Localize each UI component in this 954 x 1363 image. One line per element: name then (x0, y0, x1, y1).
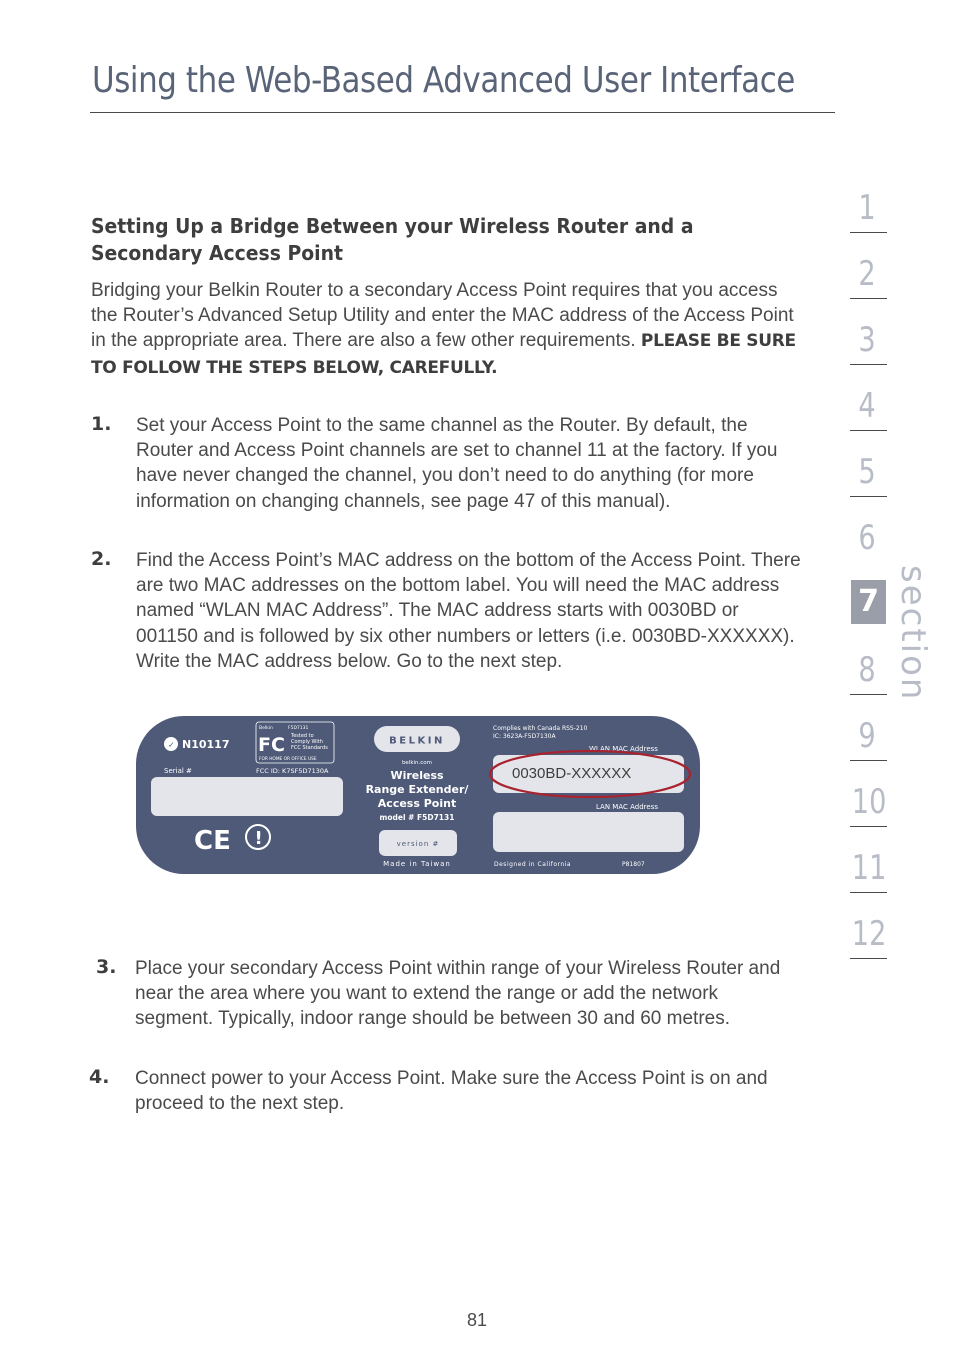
section-nav-item-5[interactable] (848, 448, 888, 514)
section-number: 12 (851, 914, 887, 954)
warning-glyph: ! (254, 828, 263, 849)
step-text: Set your Access Point to the same channel as the Router. By default, the Router and Access Point channels are set to channel 11 at the factory. If you have never changed the channel, you don’t need to do anything (for more information on changing channels, see page 47 of this manual). (136, 415, 778, 512)
nav-divider (850, 892, 887, 893)
fcc-tested-3: FCC Standards (291, 745, 328, 751)
fcc-id: FCC ID: K7SF5D7130A (256, 767, 329, 775)
wlan-mac-label: WLAN MAC Address (589, 745, 658, 753)
intro-emphasis: PLEASE BE SURE TO FOLLOW THE STEPS BELOW, CAREFULLY. (91, 331, 796, 378)
page-number: 81 (466, 1310, 488, 1330)
section-nav-item-9[interactable] (848, 712, 888, 778)
n-mark-glyph: ✓ (168, 740, 175, 750)
section-nav-item-6[interactable] (848, 514, 888, 580)
section-number: 3 (858, 320, 876, 360)
fcc-belkin: Belkin (259, 726, 273, 731)
serial-label: Serial # (164, 767, 192, 775)
section-number: 9 (858, 716, 876, 756)
product-line-3: Access Point (377, 797, 457, 810)
section-number: 2 (858, 254, 876, 294)
section-nav (848, 184, 888, 976)
section-nav-item-1[interactable] (848, 184, 888, 250)
subheading: Setting Up a Bridge Between your Wireless Router and a Secondary Access Point (91, 214, 694, 265)
section-number: 1 (858, 188, 876, 228)
canada-line-2: IC: 3623A-F5D7130A (493, 733, 556, 740)
fcc-tested-1: Tested to (291, 733, 314, 739)
fcc-logo-icon: FC (258, 734, 285, 756)
page-title: Using the Web-Based Advanced User Interface (92, 60, 795, 101)
section-nav-item-11[interactable] (848, 844, 888, 910)
step-text: Find the Access Point’s MAC address on the bottom of the Access Point. There are two MAC addresses on the bottom label. You will need the MAC address named “WLAN MAC Address”. The MAC address starts with 0030BD or 001150 and is followed by six other numbers or letters (i.e. 0030BD-XXXXXX). Write the MAC address below. Go to the next step. (136, 550, 801, 672)
nav-divider (850, 826, 887, 827)
product-label-image (136, 716, 700, 874)
nav-divider (850, 430, 887, 431)
fcc-model: F5D7131 (288, 726, 309, 731)
section-nav-item-8[interactable] (848, 646, 888, 712)
product-line-2: Range Extender/ (365, 783, 469, 796)
section-nav-item-12[interactable] (848, 910, 888, 976)
nav-divider (850, 694, 887, 695)
wlan-mac-value: 0030BD-XXXXXX (512, 765, 632, 782)
belkin-brand: BELKIN (389, 735, 445, 747)
product-line-1: Wireless (390, 769, 444, 782)
designed-in: Designed in California (494, 861, 571, 868)
lan-mac-label: LAN MAC Address (596, 803, 659, 811)
canada-line-1: Complies with Canada RSS-210 (493, 725, 588, 732)
section-nav-item-3[interactable] (848, 316, 888, 382)
lan-mac-field (493, 812, 684, 852)
nav-divider (850, 232, 887, 233)
nav-divider (850, 364, 887, 365)
part-code: P81807 (622, 861, 645, 868)
version-label: version # (396, 840, 440, 848)
intro-paragraph (91, 278, 803, 381)
section-number: 4 (858, 386, 876, 426)
step-number: 3. (96, 956, 117, 978)
website: belkin.com (401, 760, 433, 766)
nav-divider (850, 760, 887, 761)
model-number: model # F5D7131 (379, 813, 455, 822)
made-in: Made in Taiwan (383, 860, 451, 868)
section-number: 8 (858, 650, 876, 690)
step-number: 2. (91, 548, 112, 570)
intro-text: Bridging your Belkin Router to a secondary Access Point requires that you access the Router’s Advanced Setup Utility and enter the MAC address of the Access Point in the appropriate area. There are also a few other requirements. (91, 280, 794, 352)
section-nav-item-7[interactable] (848, 580, 888, 646)
ce-mark-icon: CE (194, 826, 231, 856)
step-number: 1. (91, 413, 112, 435)
section-number-active: 7 (851, 580, 886, 624)
step-text: Place your secondary Access Point within range of your Wireless Router and near the area where you want to extend the range or add the network segment. Typically, indoor range should be between 30 and 60 metres. (135, 958, 781, 1030)
fcc-home: FOR HOME OR OFFICE USE (259, 757, 317, 762)
section-number: 11 (851, 848, 887, 888)
section-number: 6 (858, 518, 876, 558)
n-number: N10117 (182, 738, 230, 751)
fcc-tested-2: Comply With (291, 739, 323, 745)
step-number: 4. (89, 1066, 110, 1088)
section-nav-item-4[interactable] (848, 382, 888, 448)
serial-field (151, 777, 343, 816)
title-divider (90, 112, 835, 113)
nav-divider (850, 496, 887, 497)
step-text: Connect power to your Access Point. Make sure the Access Point is on and proceed to the next step. (135, 1068, 768, 1115)
section-nav-item-2[interactable] (848, 250, 888, 316)
section-number: 5 (858, 452, 876, 492)
section-number: 10 (851, 782, 887, 822)
section-label: section (893, 565, 933, 702)
nav-divider (850, 958, 887, 959)
section-nav-item-10[interactable] (848, 778, 888, 844)
nav-divider (850, 298, 887, 299)
